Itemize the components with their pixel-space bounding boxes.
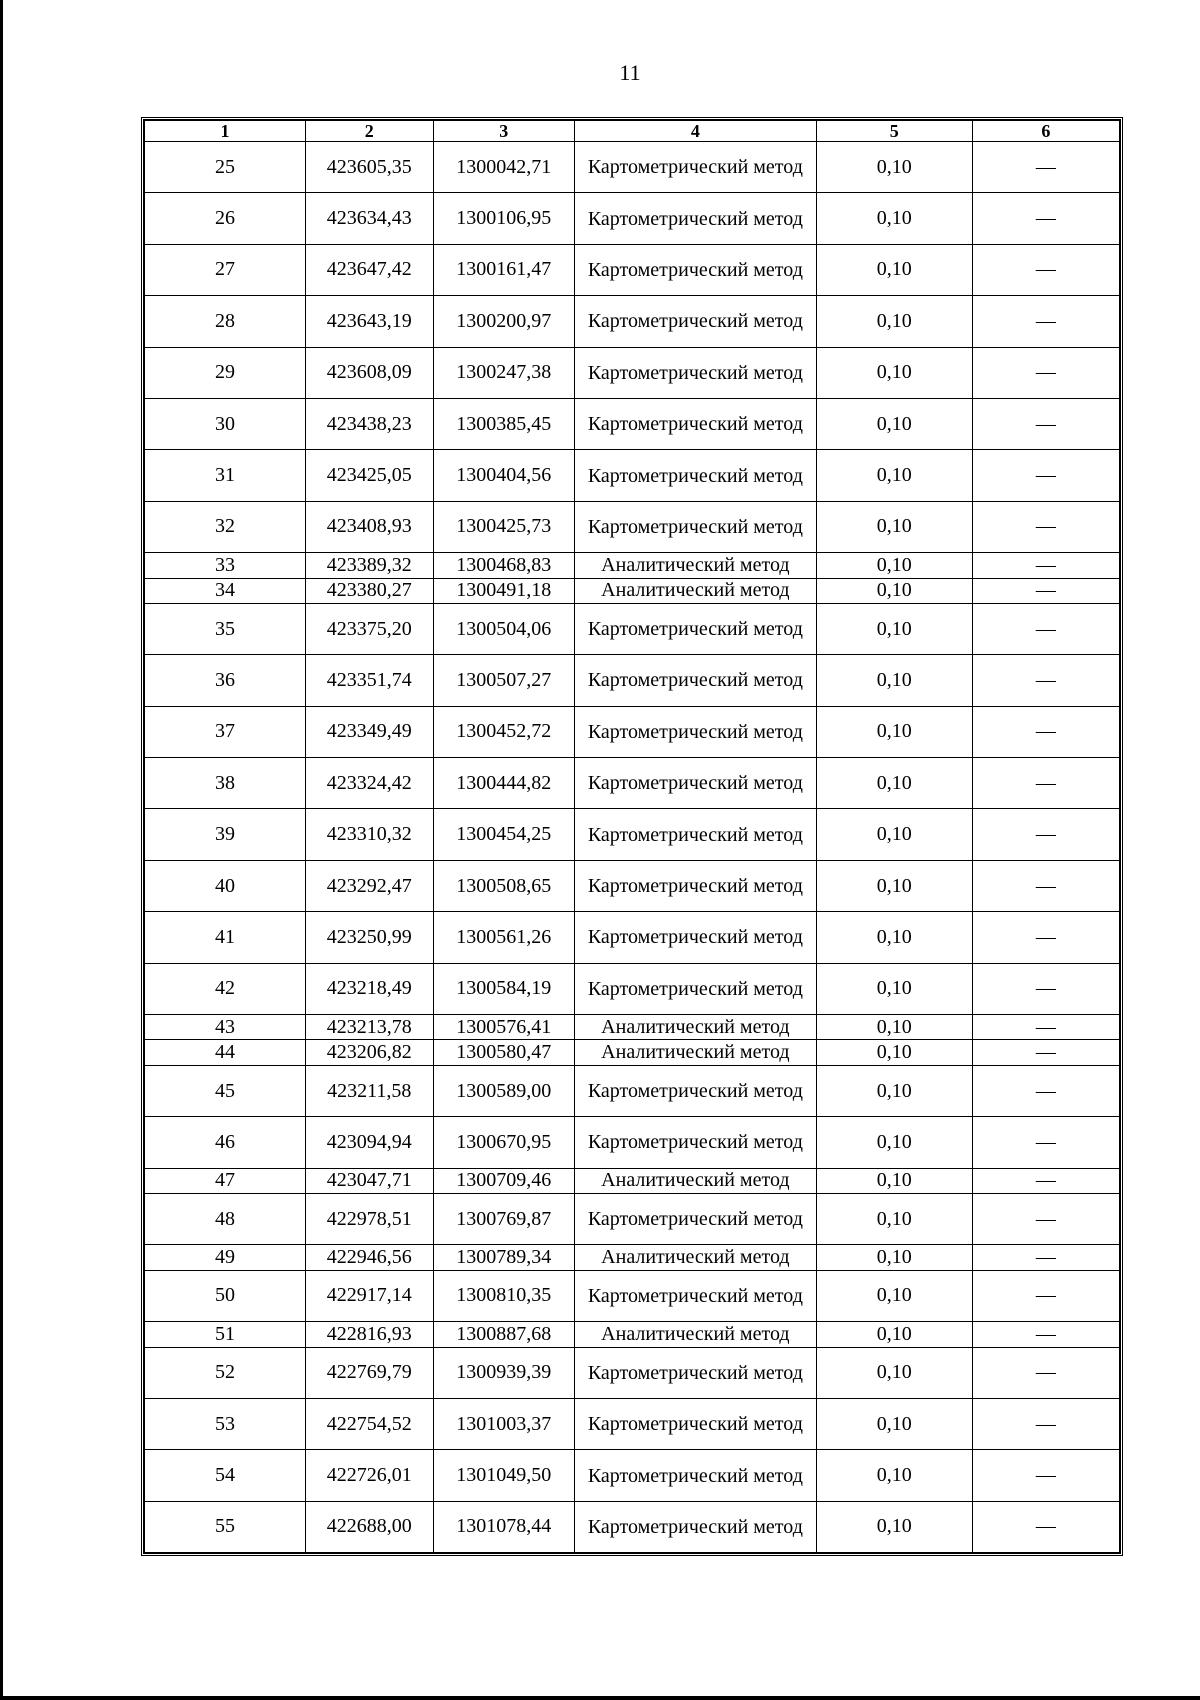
table-row — [145, 398, 1120, 449]
note-cell — [972, 1501, 1119, 1552]
page-number: 11 — [619, 60, 641, 85]
dash-mark: — — [1035, 1015, 1056, 1038]
y-coordinate-cell: 1300810,35 — [433, 1270, 574, 1321]
error-cell: 0,10 — [816, 912, 972, 963]
error-cell: 0,10 — [816, 1117, 972, 1168]
point-number-cell: 54 — [145, 1450, 306, 1501]
dash-mark: — — [1035, 579, 1056, 602]
y-coordinate-cell: 1300508,65 — [433, 860, 574, 911]
error-cell: 0,10 — [816, 655, 972, 706]
dash-mark: — — [1035, 1515, 1056, 1538]
x-coordinate-cell: 423438,23 — [305, 398, 433, 449]
error-cell: 0,10 — [816, 501, 972, 552]
error-cell: 0,10 — [816, 860, 972, 911]
note-cell — [972, 1322, 1119, 1347]
note-cell — [972, 142, 1119, 193]
note-cell — [972, 912, 1119, 963]
dash-mark: — — [1035, 1207, 1056, 1230]
x-coordinate-cell: 423608,09 — [305, 347, 433, 398]
dash-mark: — — [1035, 1361, 1056, 1384]
x-coordinate-cell: 423206,82 — [305, 1040, 433, 1065]
point-number-cell: 27 — [145, 244, 306, 295]
x-coordinate-cell: 423310,32 — [305, 809, 433, 860]
table-row — [145, 1450, 1120, 1501]
table-row — [145, 758, 1120, 809]
table-row — [145, 1040, 1120, 1065]
x-coordinate-cell: 423389,32 — [305, 553, 433, 578]
error-cell: 0,10 — [816, 193, 972, 244]
y-coordinate-cell: 1300769,87 — [433, 1193, 574, 1244]
x-coordinate-cell: 423292,47 — [305, 860, 433, 911]
error-cell: 0,10 — [816, 578, 972, 603]
error-cell: 0,10 — [816, 603, 972, 654]
y-coordinate-cell: 1300444,82 — [433, 758, 574, 809]
note-cell — [972, 963, 1119, 1014]
dash-mark: — — [1035, 720, 1056, 743]
column-header: 3 — [433, 121, 574, 142]
note-cell — [972, 1193, 1119, 1244]
dash-mark: — — [1035, 1464, 1056, 1487]
x-coordinate-cell: 422754,52 — [305, 1398, 433, 1449]
dash-mark: — — [1035, 515, 1056, 538]
note-cell — [972, 758, 1119, 809]
table-row — [145, 1347, 1120, 1398]
error-cell: 0,10 — [816, 142, 972, 193]
dash-mark: — — [1035, 361, 1056, 384]
point-number-cell: 52 — [145, 1347, 306, 1398]
point-number-cell: 44 — [145, 1040, 306, 1065]
table-row — [145, 1193, 1120, 1244]
y-coordinate-cell: 1300425,73 — [433, 501, 574, 552]
point-number-cell: 40 — [145, 860, 306, 911]
dash-mark: — — [1035, 1322, 1056, 1345]
y-coordinate-cell: 1300504,06 — [433, 603, 574, 654]
x-coordinate-cell: 422917,14 — [305, 1270, 433, 1321]
dash-mark: — — [1035, 1130, 1056, 1153]
error-cell: 0,10 — [816, 758, 972, 809]
error-cell: 0,10 — [816, 1015, 972, 1040]
y-coordinate-cell: 1300454,25 — [433, 809, 574, 860]
x-coordinate-cell: 423605,35 — [305, 142, 433, 193]
dash-mark: — — [1035, 874, 1056, 897]
note-cell — [972, 244, 1119, 295]
note-cell — [972, 603, 1119, 654]
y-coordinate-cell: 1300584,19 — [433, 963, 574, 1014]
table-row — [145, 553, 1120, 578]
point-number-cell: 47 — [145, 1168, 306, 1193]
method-cell: Картометрический метод — [574, 860, 816, 911]
table-row — [145, 706, 1120, 757]
y-coordinate-cell: 1300161,47 — [433, 244, 574, 295]
note-cell — [972, 860, 1119, 911]
point-number-cell: 33 — [145, 553, 306, 578]
error-cell: 0,10 — [816, 1450, 972, 1501]
table-row — [145, 860, 1120, 911]
method-cell: Картометрический метод — [574, 1450, 816, 1501]
x-coordinate-cell: 423408,93 — [305, 501, 433, 552]
note-cell — [972, 1347, 1119, 1398]
method-cell: Аналитический метод — [574, 1245, 816, 1270]
dash-mark: — — [1035, 1284, 1056, 1307]
point-number-cell: 32 — [145, 501, 306, 552]
x-coordinate-cell: 423425,05 — [305, 450, 433, 501]
table-row — [145, 655, 1120, 706]
y-coordinate-cell: 1300576,41 — [433, 1015, 574, 1040]
method-cell: Картометрический метод — [574, 193, 816, 244]
y-coordinate-cell: 1300670,95 — [433, 1117, 574, 1168]
dash-mark: — — [1035, 925, 1056, 948]
method-cell: Картометрический метод — [574, 1270, 816, 1321]
method-cell: Аналитический метод — [574, 1168, 816, 1193]
method-cell: Картометрический метод — [574, 142, 816, 193]
note-cell — [972, 1065, 1119, 1116]
table-body — [145, 142, 1120, 1553]
dash-mark: — — [1035, 464, 1056, 487]
error-cell: 0,10 — [816, 296, 972, 347]
note-cell — [972, 398, 1119, 449]
y-coordinate-cell: 1300709,46 — [433, 1168, 574, 1193]
table-row — [145, 1270, 1120, 1321]
point-number-cell: 30 — [145, 398, 306, 449]
error-cell: 0,10 — [816, 553, 972, 578]
y-coordinate-cell: 1300200,97 — [433, 296, 574, 347]
table-row — [145, 193, 1120, 244]
table-row — [145, 296, 1120, 347]
error-cell: 0,10 — [816, 1168, 972, 1193]
point-number-cell: 28 — [145, 296, 306, 347]
error-cell: 0,10 — [816, 244, 972, 295]
note-cell — [972, 193, 1119, 244]
note-cell — [972, 1040, 1119, 1065]
x-coordinate-cell: 423643,19 — [305, 296, 433, 347]
table-header-row — [145, 121, 1120, 142]
table-row — [145, 912, 1120, 963]
y-coordinate-cell: 1300789,34 — [433, 1245, 574, 1270]
note-cell — [972, 1168, 1119, 1193]
x-coordinate-cell: 423349,49 — [305, 706, 433, 757]
point-number-cell: 41 — [145, 912, 306, 963]
point-number-cell: 25 — [145, 142, 306, 193]
y-coordinate-cell: 1300939,39 — [433, 1347, 574, 1398]
column-header: 2 — [305, 121, 433, 142]
method-cell: Картометрический метод — [574, 1065, 816, 1116]
method-cell: Картометрический метод — [574, 244, 816, 295]
method-cell: Картометрический метод — [574, 1117, 816, 1168]
note-cell — [972, 1450, 1119, 1501]
dash-mark: — — [1035, 823, 1056, 846]
table-row — [145, 1065, 1120, 1116]
y-coordinate-cell: 1301003,37 — [433, 1398, 574, 1449]
x-coordinate-cell: 423094,94 — [305, 1117, 433, 1168]
dash-mark: — — [1035, 617, 1056, 640]
table-row — [145, 1245, 1120, 1270]
table-row — [145, 603, 1120, 654]
method-cell: Аналитический метод — [574, 1322, 816, 1347]
dash-mark: — — [1035, 1412, 1056, 1435]
point-number-cell: 42 — [145, 963, 306, 1014]
dash-mark: — — [1035, 977, 1056, 1000]
table-row — [145, 450, 1120, 501]
error-cell: 0,10 — [816, 1322, 972, 1347]
error-cell: 0,10 — [816, 809, 972, 860]
dash-mark: — — [1035, 1041, 1056, 1064]
y-coordinate-cell: 1300106,95 — [433, 193, 574, 244]
method-cell: Картометрический метод — [574, 706, 816, 757]
x-coordinate-cell: 422726,01 — [305, 1450, 433, 1501]
point-number-cell: 49 — [145, 1245, 306, 1270]
note-cell — [972, 1398, 1119, 1449]
x-coordinate-cell: 423647,42 — [305, 244, 433, 295]
method-cell: Картометрический метод — [574, 1193, 816, 1244]
point-number-cell: 37 — [145, 706, 306, 757]
x-coordinate-cell: 423250,99 — [305, 912, 433, 963]
y-coordinate-cell: 1300580,47 — [433, 1040, 574, 1065]
dash-mark: — — [1035, 1169, 1056, 1192]
coordinates-table-frame — [141, 117, 1123, 1556]
error-cell: 0,10 — [816, 1501, 972, 1552]
method-cell: Картометрический метод — [574, 758, 816, 809]
method-cell: Картометрический метод — [574, 450, 816, 501]
note-cell — [972, 1015, 1119, 1040]
page-bottom-edge — [0, 1696, 1200, 1700]
table-row — [145, 578, 1120, 603]
method-cell: Картометрический метод — [574, 963, 816, 1014]
dash-mark: — — [1035, 155, 1056, 178]
y-coordinate-cell: 1300468,83 — [433, 553, 574, 578]
y-coordinate-cell: 1300491,18 — [433, 578, 574, 603]
x-coordinate-cell: 423213,78 — [305, 1015, 433, 1040]
page-left-edge — [0, 0, 3, 1700]
error-cell: 0,10 — [816, 450, 972, 501]
y-coordinate-cell: 1301078,44 — [433, 1501, 574, 1552]
note-cell — [972, 1245, 1119, 1270]
error-cell: 0,10 — [816, 1398, 972, 1449]
y-coordinate-cell: 1300589,00 — [433, 1065, 574, 1116]
point-number-cell: 38 — [145, 758, 306, 809]
table-row — [145, 1322, 1120, 1347]
y-coordinate-cell: 1300247,38 — [433, 347, 574, 398]
method-cell: Картометрический метод — [574, 347, 816, 398]
method-cell: Картометрический метод — [574, 655, 816, 706]
coordinates-table — [144, 120, 1120, 1553]
note-cell — [972, 347, 1119, 398]
error-cell: 0,10 — [816, 706, 972, 757]
table-row — [145, 1168, 1120, 1193]
method-cell: Картометрический метод — [574, 501, 816, 552]
x-coordinate-cell: 423047,71 — [305, 1168, 433, 1193]
column-header: 1 — [145, 121, 306, 142]
x-coordinate-cell: 423634,43 — [305, 193, 433, 244]
column-header: 4 — [574, 121, 816, 142]
note-cell — [972, 578, 1119, 603]
table-row — [145, 1398, 1120, 1449]
point-number-cell: 34 — [145, 578, 306, 603]
table-row — [145, 1117, 1120, 1168]
note-cell — [972, 706, 1119, 757]
y-coordinate-cell: 1300042,71 — [433, 142, 574, 193]
x-coordinate-cell: 423380,27 — [305, 578, 433, 603]
error-cell: 0,10 — [816, 1347, 972, 1398]
x-coordinate-cell: 422769,79 — [305, 1347, 433, 1398]
y-coordinate-cell: 1300385,45 — [433, 398, 574, 449]
table-row — [145, 1015, 1120, 1040]
table-row — [145, 963, 1120, 1014]
y-coordinate-cell: 1300561,26 — [433, 912, 574, 963]
note-cell — [972, 655, 1119, 706]
method-cell: Картометрический метод — [574, 809, 816, 860]
error-cell: 0,10 — [816, 963, 972, 1014]
dash-mark: — — [1035, 1079, 1056, 1102]
method-cell: Аналитический метод — [574, 1015, 816, 1040]
table-row — [145, 1501, 1120, 1552]
note-cell — [972, 553, 1119, 578]
error-cell: 0,10 — [816, 1245, 972, 1270]
dash-mark: — — [1035, 412, 1056, 435]
column-header: 5 — [816, 121, 972, 142]
dash-mark: — — [1035, 771, 1056, 794]
x-coordinate-cell: 423351,74 — [305, 655, 433, 706]
method-cell: Картометрический метод — [574, 1501, 816, 1552]
note-cell — [972, 1270, 1119, 1321]
error-cell: 0,10 — [816, 1270, 972, 1321]
x-coordinate-cell: 422688,00 — [305, 1501, 433, 1552]
point-number-cell: 43 — [145, 1015, 306, 1040]
point-number-cell: 36 — [145, 655, 306, 706]
y-coordinate-cell: 1300887,68 — [433, 1322, 574, 1347]
table-row — [145, 244, 1120, 295]
x-coordinate-cell: 422946,56 — [305, 1245, 433, 1270]
note-cell — [972, 501, 1119, 552]
column-header: 6 — [972, 121, 1119, 142]
dash-mark: — — [1035, 553, 1056, 576]
error-cell: 0,10 — [816, 1040, 972, 1065]
method-cell: Картометрический метод — [574, 603, 816, 654]
method-cell: Аналитический метод — [574, 578, 816, 603]
dash-mark: — — [1035, 207, 1056, 230]
table-row — [145, 347, 1120, 398]
error-cell: 0,10 — [816, 1193, 972, 1244]
table-row — [145, 142, 1120, 193]
method-cell: Картометрический метод — [574, 1398, 816, 1449]
y-coordinate-cell: 1301049,50 — [433, 1450, 574, 1501]
table-row — [145, 501, 1120, 552]
note-cell — [972, 296, 1119, 347]
error-cell: 0,10 — [816, 1065, 972, 1116]
point-number-cell: 51 — [145, 1322, 306, 1347]
point-number-cell: 39 — [145, 809, 306, 860]
x-coordinate-cell: 422978,51 — [305, 1193, 433, 1244]
table-row — [145, 809, 1120, 860]
y-coordinate-cell: 1300507,27 — [433, 655, 574, 706]
y-coordinate-cell: 1300404,56 — [433, 450, 574, 501]
point-number-cell: 53 — [145, 1398, 306, 1449]
y-coordinate-cell: 1300452,72 — [433, 706, 574, 757]
x-coordinate-cell: 423218,49 — [305, 963, 433, 1014]
method-cell: Картометрический метод — [574, 398, 816, 449]
x-coordinate-cell: 423375,20 — [305, 603, 433, 654]
dash-mark: — — [1035, 668, 1056, 691]
x-coordinate-cell: 422816,93 — [305, 1322, 433, 1347]
note-cell — [972, 809, 1119, 860]
point-number-cell: 50 — [145, 1270, 306, 1321]
point-number-cell: 29 — [145, 347, 306, 398]
point-number-cell: 48 — [145, 1193, 306, 1244]
dash-mark: — — [1035, 258, 1056, 281]
point-number-cell: 55 — [145, 1501, 306, 1552]
error-cell: 0,10 — [816, 398, 972, 449]
error-cell: 0,10 — [816, 347, 972, 398]
dash-mark: — — [1035, 1246, 1056, 1269]
method-cell: Картометрический метод — [574, 912, 816, 963]
note-cell — [972, 1117, 1119, 1168]
method-cell: Картометрический метод — [574, 1347, 816, 1398]
point-number-cell: 45 — [145, 1065, 306, 1116]
point-number-cell: 35 — [145, 603, 306, 654]
x-coordinate-cell: 423324,42 — [305, 758, 433, 809]
note-cell — [972, 450, 1119, 501]
method-cell: Аналитический метод — [574, 553, 816, 578]
x-coordinate-cell: 423211,58 — [305, 1065, 433, 1116]
point-number-cell: 31 — [145, 450, 306, 501]
method-cell: Аналитический метод — [574, 1040, 816, 1065]
point-number-cell: 46 — [145, 1117, 306, 1168]
dash-mark: — — [1035, 309, 1056, 332]
point-number-cell: 26 — [145, 193, 306, 244]
method-cell: Картометрический метод — [574, 296, 816, 347]
